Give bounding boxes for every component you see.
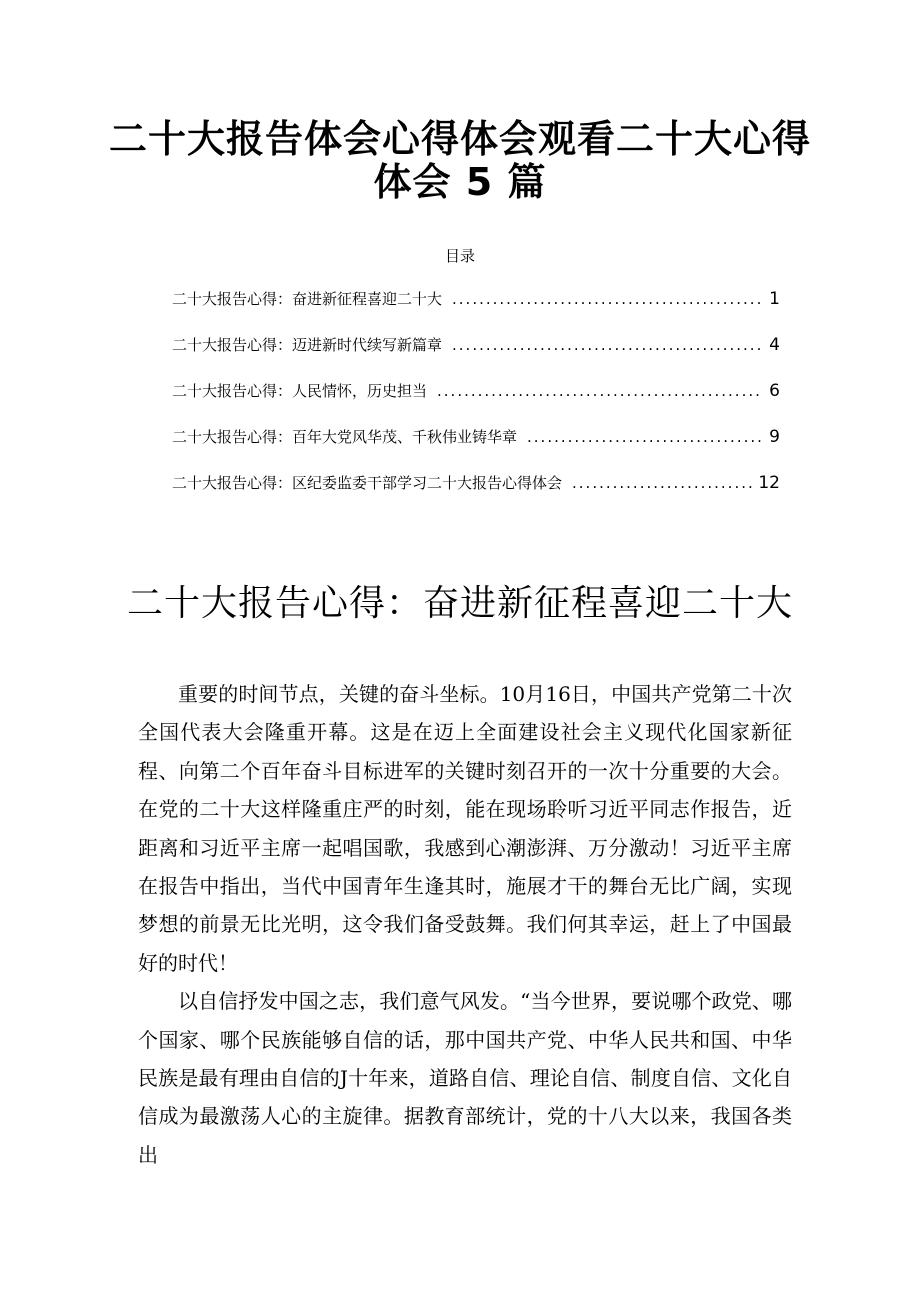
toc-leader-dots [452,289,763,309]
toc-item-label[interactable]: 二十大报告心得：奋进新征程喜迎二十大 [172,290,443,308]
toc-item-page[interactable]: 12 [758,473,780,493]
toc-item-label[interactable]: 二十大报告心得：人民情怀，历史担当 [172,382,428,400]
toc-item[interactable] [172,289,780,335]
toc-leader-dots [452,335,763,355]
toc-item-page[interactable]: 9 [769,427,780,447]
table-of-contents [172,289,780,519]
document-title-line-2: 体会 5 篇 [373,160,547,204]
toc-item[interactable] [172,473,780,519]
toc-item[interactable] [172,381,780,427]
toc-item-page[interactable]: 1 [769,289,780,309]
body-paragraph: 重要的时间节点，关键的奋斗坐标。10月16日，中国共产党第二十次全国代表大会隆重开幕。这是在迈上全面建设社会主义现代化国家新征程、向第二个百年奋斗目标进军的关键时刻召开的一次十分重要的大会。在党的二十大这样隆重庄严的时刻，能在现场聆听习近平同志作报告，近距离和习近平主席一起唱国歌，我感到心潮澎湃、万分激动！习近平主席在报告中指出，当代中国青年生逢其时，施展才干的舞台无比广阔，实现梦想的前景无比光明，这令我们备受鼓舞。我们何其幸运，赶上了中国最好的时代！ [138,682,792,975]
document-title-line-1: 二十大报告体会心得体会观看二十大心得 [108,117,811,161]
toc-item-page[interactable]: 6 [769,381,780,401]
body-paragraph: 以自信抒发中国之志，我们意气风发。“当今世界，要说哪个政党、哪个国家、哪个民族能够自信的话，那中国共产党、中华人民共和国、中华民族是最有理由自信的J十年来，道路自信、理论自信、制度自信、文化自信成为最激荡人心的主旋律。据教育部统计，党的十八大以来，我国各类出 [138,989,792,1167]
toc-item-page[interactable]: 4 [769,335,780,355]
toc-leader-dots [527,427,763,447]
toc-item[interactable] [172,335,780,381]
toc-heading: 目录 [444,247,475,265]
section-body [138,675,792,1174]
toc-item-label[interactable]: 二十大报告心得：百年大党风华茂、千秋伟业铸华章 [172,428,518,446]
toc-item-label[interactable]: 二十大报告心得：迈进新时代续写新篇章 [172,336,443,354]
toc-item-label[interactable]: 二十大报告心得：区纪委监委干部学习二十大报告心得体会 [172,474,563,492]
toc-leader-dots [572,473,752,493]
toc-leader-dots [437,381,763,401]
section-title: 二十大报告心得：奋进新征程喜迎二十大 [126,583,793,624]
toc-item[interactable] [172,427,780,473]
